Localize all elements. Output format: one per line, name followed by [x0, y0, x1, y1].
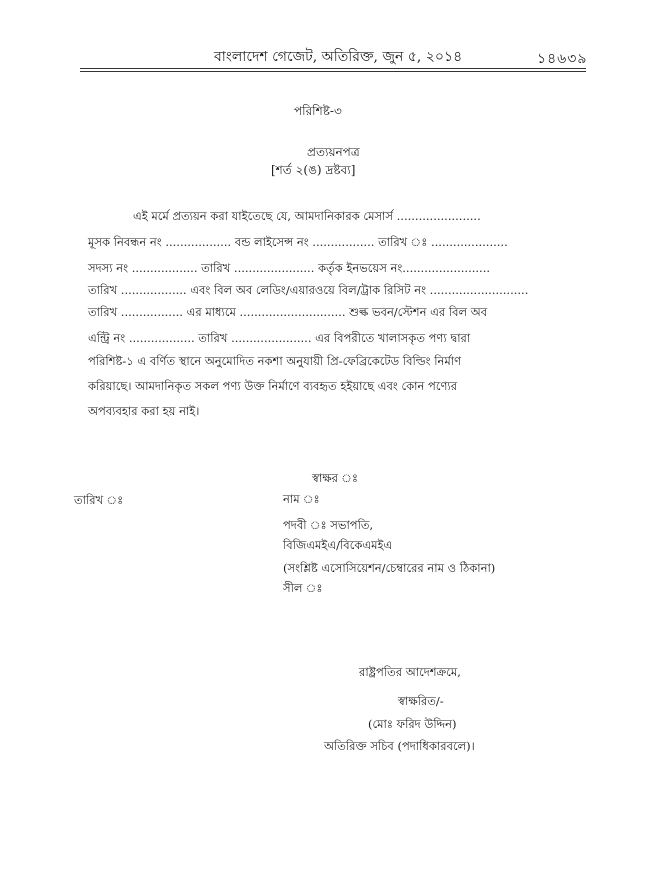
- body-line-1: এই মর্মে প্রত্যয়ন করা যাইতেছে যে, আমদানিকারক মেসার্স .......................: [133, 209, 481, 223]
- designation-label: পদবী ঃ সভাপতি,: [283, 518, 374, 532]
- body-line-7: পরিশিষ্ট-১ এ বর্ণিত স্থানে অনুমোদিত নকশা অনুযায়ী প্রি-ফেব্রিকেটেড বিল্ডিং নির্মাণ: [88, 354, 462, 368]
- presidential-order-line: রাষ্ট্রপতির আদেশক্রমে,: [359, 665, 461, 679]
- body-line-2: মূসক নিবন্ধন নং .................. বন্ড লাইসেন্স নং ................. তারিখ ঃ .....................: [88, 235, 508, 249]
- body-line-9: অপব্যবহার করা হয় নাই।: [88, 404, 200, 418]
- officer-name: (মোঃ ফরিদ উদ্দিন): [368, 717, 457, 731]
- signature-label: স্বাক্ষর ঃ: [312, 471, 359, 485]
- body-line-8: করিয়াছে। আমদানিকৃত সকল পণ্য উক্ত নির্মাণে ব্যবহৃত হইয়াছে এবং কোন পণ্যের: [88, 379, 458, 393]
- body-line-4: তারিখ .................. এবং বিল অব লেডিং/এয়ারওয়ে বিল/ট্রাক রিসিট নং ...........................: [88, 283, 529, 297]
- officer-title: অতিরিক্ত সচিব (পদাধিকারবলে)।: [324, 739, 475, 753]
- header-rule-bottom: [80, 71, 586, 72]
- signed-mark: স্বাক্ষরিত/-: [398, 694, 444, 708]
- body-line-3: সদস্য নং .................. তারিখ ...................... কর্তৃক ইনভয়েস নং........................: [88, 261, 490, 275]
- name-label: নাম ঃ: [283, 492, 320, 506]
- association-label: বিজিএমইএ/বিকেএমইএ: [283, 538, 393, 552]
- body-line-5: তারিখ ................. এর মাধ্যমে ............................. শুল্ক ভবন/স্টেশন এর বিল অব: [88, 305, 488, 319]
- body-line-6: এন্ট্রি নং .................. তারিখ ...................... এর বিপরীতে খালাসকৃত পণ্য দ্বারা: [88, 331, 471, 345]
- certificate-reference: [শর্ত ২(ঙ) দ্রষ্টব্য]: [271, 163, 356, 177]
- gazette-header-title: বাংলাদেশ গেজেট, অতিরিক্ত, জুন ৫, ২০১৪: [214, 49, 463, 65]
- annex-title: পরিশিষ্ট-৩: [294, 104, 342, 118]
- seal-label: সীল ঃ: [283, 581, 323, 595]
- page-number: ১৪৬৩৯: [537, 51, 588, 67]
- association-note: (সংশ্লিষ্ট এসোসিয়েশন/চেম্বারের নাম ও ঠিকানা): [283, 561, 496, 575]
- header-rule-top: [80, 68, 586, 69]
- date-label: তারিখ ঃ: [74, 493, 124, 507]
- certificate-title: প্রত্যয়নপত্র: [307, 145, 360, 159]
